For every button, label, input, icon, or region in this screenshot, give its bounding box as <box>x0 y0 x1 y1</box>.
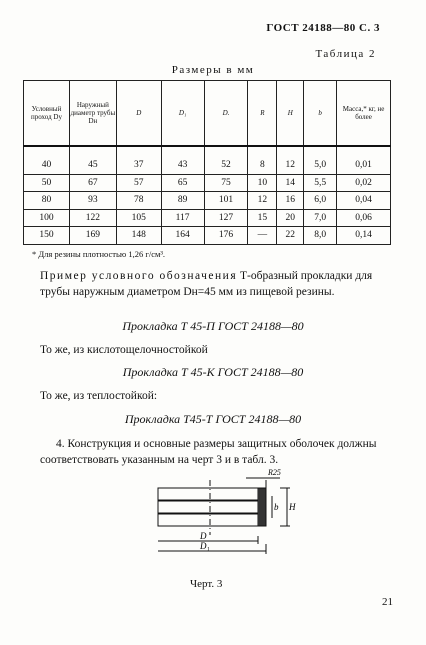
header-dy: Условный проход Dу <box>24 81 70 147</box>
cell-mass: 0,02 <box>337 174 391 192</box>
cell-d: 148 <box>116 227 161 245</box>
cell-dn: 67 <box>69 174 116 192</box>
cell-dn: 45 <box>69 157 116 174</box>
designation-3: Прокладка Т45-Т ГОСТ 24188—80 <box>124 412 302 426</box>
cell-h: 12 <box>277 157 304 174</box>
cell-dy: 80 <box>24 192 70 210</box>
header-mass: Масса,* кг, не более <box>337 81 391 147</box>
cell-d2: 52 <box>204 157 248 174</box>
label-b: b <box>274 502 279 512</box>
header-d: D <box>116 81 161 147</box>
header-dn: Наружный диаметр трубы Dн <box>69 81 116 147</box>
figure-caption: Черт. 3 <box>190 578 223 590</box>
table-spacer-row <box>24 146 391 157</box>
header-h: H <box>277 81 304 147</box>
cell-d2: 176 <box>204 227 248 245</box>
table-row <box>24 227 391 245</box>
label-h: H <box>289 502 296 512</box>
cell-d1: 65 <box>161 174 204 192</box>
cell-dn: 169 <box>69 227 116 245</box>
cell-d1: 164 <box>161 227 204 245</box>
cell-h: 20 <box>277 209 304 227</box>
section-4-paragraph: 4. Конструкция и основные размеры защитных оболочек должны соответствовать указанным на черт 3 и в табл. 3. <box>40 438 377 466</box>
example-lead: Пример условного обозначения <box>40 270 238 282</box>
header-b: b <box>304 81 337 147</box>
label-d1: D₁ <box>200 541 210 551</box>
cell-d1: 117 <box>161 209 204 227</box>
cell-d2: 127 <box>204 209 248 227</box>
cell-r: 10 <box>248 174 277 192</box>
table-caption: Размеры в мм <box>171 64 255 76</box>
cell-d: 105 <box>116 209 161 227</box>
cell-b: 5,0 <box>304 157 337 174</box>
designation-2: Прокладка Т 45-К ГОСТ 24188—80 <box>122 365 304 379</box>
cell-d2: 101 <box>204 192 248 210</box>
cell-dy: 100 <box>24 209 70 227</box>
cell-b: 6,0 <box>304 192 337 210</box>
example-paragraph <box>40 268 396 300</box>
cell-h: 16 <box>277 192 304 210</box>
cell-r: — <box>248 227 277 245</box>
same-acid-text: То же, из кислотощелочностойкой <box>40 344 208 356</box>
table-row <box>24 157 391 174</box>
page-number: 21 <box>382 596 393 608</box>
cell-h: 22 <box>277 227 304 245</box>
cell-b: 8,0 <box>304 227 337 245</box>
cell-b: 5,5 <box>304 174 337 192</box>
cell-d: 78 <box>116 192 161 210</box>
table-label: Таблица 2 <box>315 48 376 60</box>
cell-dn: 93 <box>69 192 116 210</box>
cell-mass: 0,04 <box>337 192 391 210</box>
cell-dy: 40 <box>24 157 70 174</box>
cell-h: 14 <box>277 174 304 192</box>
cell-dy: 150 <box>24 227 70 245</box>
header-d1: D₁ <box>161 81 204 147</box>
table-row <box>24 174 391 192</box>
cell-mass: 0,06 <box>337 209 391 227</box>
table-row <box>24 192 391 210</box>
cell-mass: 0,01 <box>337 157 391 174</box>
cell-r: 8 <box>248 157 277 174</box>
cell-d1: 43 <box>161 157 204 174</box>
example-rest: Т-образный прокладки для трубы наружным диаметром Dн=45 мм из пищевой резины. <box>40 270 373 298</box>
header-r: R <box>248 81 277 147</box>
same-heat-text: То же, из теплостойкой: <box>40 390 158 402</box>
running-title: ГОСТ 24188—80 С. 3 <box>266 22 380 34</box>
table-footnote: * Для резины плотностью 1,26 г/см³. <box>32 249 166 259</box>
drawing-3 <box>150 466 300 578</box>
cell-b: 7,0 <box>304 209 337 227</box>
cell-r: 15 <box>248 209 277 227</box>
cell-r: 12 <box>248 192 277 210</box>
header-d2: D. <box>204 81 248 147</box>
cell-dy: 50 <box>24 174 70 192</box>
label-d: D <box>200 531 207 541</box>
dimensions-table <box>23 80 391 245</box>
table-header-row <box>24 81 391 147</box>
cell-d: 37 <box>116 157 161 174</box>
cell-mass: 0,14 <box>337 227 391 245</box>
label-r25: R25 <box>268 468 281 477</box>
cell-d: 57 <box>116 174 161 192</box>
designation-1: Прокладка Т 45-П ГОСТ 24188—80 <box>122 319 304 333</box>
table-row <box>24 209 391 227</box>
cell-d1: 89 <box>161 192 204 210</box>
cell-dn: 122 <box>69 209 116 227</box>
cell-d2: 75 <box>204 174 248 192</box>
